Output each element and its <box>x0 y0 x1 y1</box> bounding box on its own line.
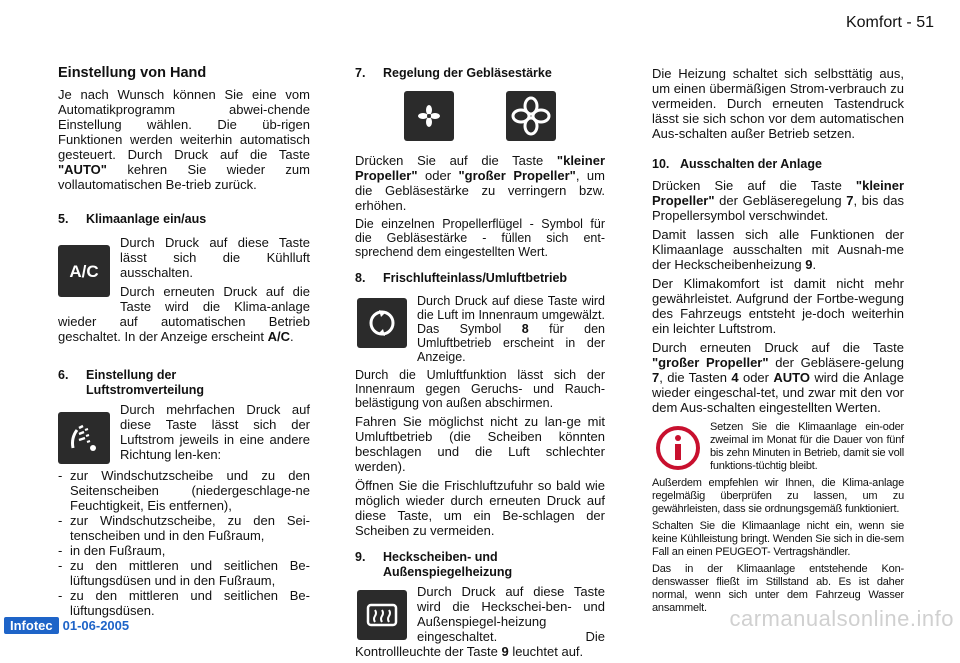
section-7-title: 7. Regelung der Gebläsestärke <box>355 66 552 80</box>
section-10-title: 10. Ausschalten der Anlage <box>652 157 822 171</box>
ac-button-icon: A/C <box>58 245 110 297</box>
watermark: carmanualsonline.info <box>729 606 954 631</box>
page-header <box>846 14 934 32</box>
footer-date: 01-06-2005 <box>62 618 130 633</box>
section-7-p1: Drücken Sie auf die Taste "kleiner Propeller" oder "großer Propeller", um die Gebläsestärke zu verringern bzw. erhöhen. <box>355 153 605 213</box>
page-title: Komfort - 51 <box>845 14 934 31</box>
heating-paragraph: Die Heizung schaltet sich selbsttätig aus, um einen übermäßigen Strom-verbrauch zu vermeiden. Durch erneuten Tastendruck lässt sie sich schon vor dem automatischen Aus-schalten außer Betrieb setzen. <box>652 66 904 141</box>
list-item: - zur Windschutzscheibe und zu den Seitenscheiben (niedergeschlage-ne Feuchtigkeit, Eis entfernen), <box>58 468 310 513</box>
large-fan-icon <box>506 91 556 141</box>
section-10-p4: Durch erneuten Druck auf die Taste "großer Propeller" der Gebläsere-gelung 7, die Tasten 4 oder AUTO wird die Anlage wieder eingeschal-tet, und zwar mit den vor dem Aus-schalten eingestellten Werten. <box>652 340 905 415</box>
section-6-body <box>58 402 310 618</box>
infotec-logo: Infotec <box>4 617 59 634</box>
fan-buttons <box>355 91 605 141</box>
list-item: - zu den mittleren und seitlichen Be-lüftungsdüsen. <box>58 588 310 618</box>
section-6-p: Durch mehrfachen Druck auf diese Taste lässt sich der Luftstrom jeweils in eine andere Richtung len-ken: <box>120 402 310 462</box>
section-6-title: 6. Einstellung der Luftstromverteilung <box>58 368 205 397</box>
section-8-p4: Öffnen Sie die Frischluftzufuhr so bald wie möglich wieder durch erneuten Druck auf diese Taste, um ein Be-schlagen der Scheiben zu vermeiden. <box>355 478 605 538</box>
section-8-p3: Fahren Sie möglichst nicht zu lan-ge mit Umluftbetrieb (die Scheiben könnten beschlagen und die Luft schlechter werden). <box>355 414 605 474</box>
section-10-p3: Der Klimakomfort ist damit nicht mehr gewährleistet. Aufgrund der Fortbe-wegung des Fahrzeugs entsteht je-doch weiterhin ein leichter Luftstrom. <box>652 276 904 336</box>
info-box <box>652 421 904 615</box>
rear-defrost-icon <box>357 590 407 640</box>
section-9-title: 9. Heckscheiben- und Außenspiegelheizung <box>355 550 513 579</box>
section-heading: Einstellung von Hand <box>58 65 207 81</box>
recirculation-icon <box>357 298 407 348</box>
list-item: - in den Fußraum, <box>58 543 310 558</box>
section-5-p2: Durch erneuten Druck auf die Taste wird die Klima-anlage wieder auf automatischen Betrieb geschaltet. In der Anzeige erscheint A/C. <box>58 284 310 344</box>
list-item: - zu den mittleren und seitlichen Be-lüftungsdüsen und in den Fußraum, <box>58 558 310 588</box>
section-8-p1: Durch Druck auf diese Taste wird die Luft im Innenraum umgewälzt. Das Symbol 8 für den Umluftbetrieb erscheint in der Anzeige. <box>417 294 606 364</box>
section-9-body <box>355 584 605 663</box>
column-middle <box>355 62 605 663</box>
column-left <box>58 62 310 618</box>
section-10-p1: Drücken Sie auf die Taste "kleiner Propeller" der Gebläseregelung 7, bis das Propellersymbol verschwindet. <box>652 178 904 223</box>
section-5-p1: Durch Druck auf diese Taste lässt sich die Kühlluft ausschalten. <box>120 235 310 280</box>
info-p3: Schalten Sie die Klimaanlage nicht ein, wenn sie keine Kühlleistung bringt. Wenden Sie sich in die-sem Fall an einen PEUGEOT- Vertragshändler. <box>652 520 904 558</box>
section-5-body <box>58 235 310 348</box>
section-10-p2: Damit lassen sich alle Funktionen der Klimaanlage ausschalten mit Ausnah-me der Heckscheibenheizung 9. <box>652 227 904 272</box>
section-9-p: Durch Druck auf diese Taste wird die Heckschei-ben- und Außenspiegel-heizung eingeschaltet. Die Kontrollleuchte der Taste 9 leuchtet auf. <box>355 584 605 659</box>
column-right <box>652 62 904 619</box>
section-5-title: 5. Klimaanlage ein/aus <box>58 212 207 226</box>
info-icon <box>652 421 704 475</box>
section-8-title: 8. Frischlufteinlass/Umluftbetrieb <box>355 271 568 285</box>
info-p2: Außerdem empfehlen wir Ihnen, die Klima-anlage regelmäßig überprüfen zu lassen, um zu gewährleisten, dass sie ordnungsgemäß funktioniert. <box>652 477 904 515</box>
info-p1: Setzen Sie die Klimaanlage ein-oder zweimal im Monat für die Dauer von fünf bis zehn Minuten in Betrieb, damit sie voll funktions-tüchtig bleibt. <box>710 421 904 472</box>
air-distribution-icon <box>58 412 110 464</box>
list-item: - zur Windschutzscheibe, zu den Sei-tenscheiben und in den Fußraum, <box>58 513 310 543</box>
section-7-p2: Die einzelnen Propellerflügel - Symbol für die Gebläsestärke - füllen sich ent-sprechend dem eingestellten Wert. <box>355 217 605 259</box>
footer <box>4 617 129 634</box>
section-8-body <box>355 294 605 538</box>
section-8-p2: Durch die Umluftfunktion lässt sich der Innenraum gegen Geruchs- und Rauch-belästigung von außen abschirmen. <box>355 368 605 410</box>
small-fan-icon <box>404 91 454 141</box>
info-p4: Das in der Klimaanlage entstehende Kon-denswasser fließt im Stillstand ab. Es ist daher normal, wenn sich unter dem Fahrzeug Wasser ansammelt. <box>652 563 904 614</box>
intro-paragraph: Je nach Wunsch können Sie eine vom Automatikprogramm abwei-chende Einstellung wählen. Die üb-rigen Funktionen werden weiterhin automatisch gesteuert. Durch Druck auf die Taste "AUTO" kehren Sie wieder zum vollautomatischen Be-trieb zurück. <box>58 87 310 192</box>
air-distribution-list <box>58 468 310 618</box>
